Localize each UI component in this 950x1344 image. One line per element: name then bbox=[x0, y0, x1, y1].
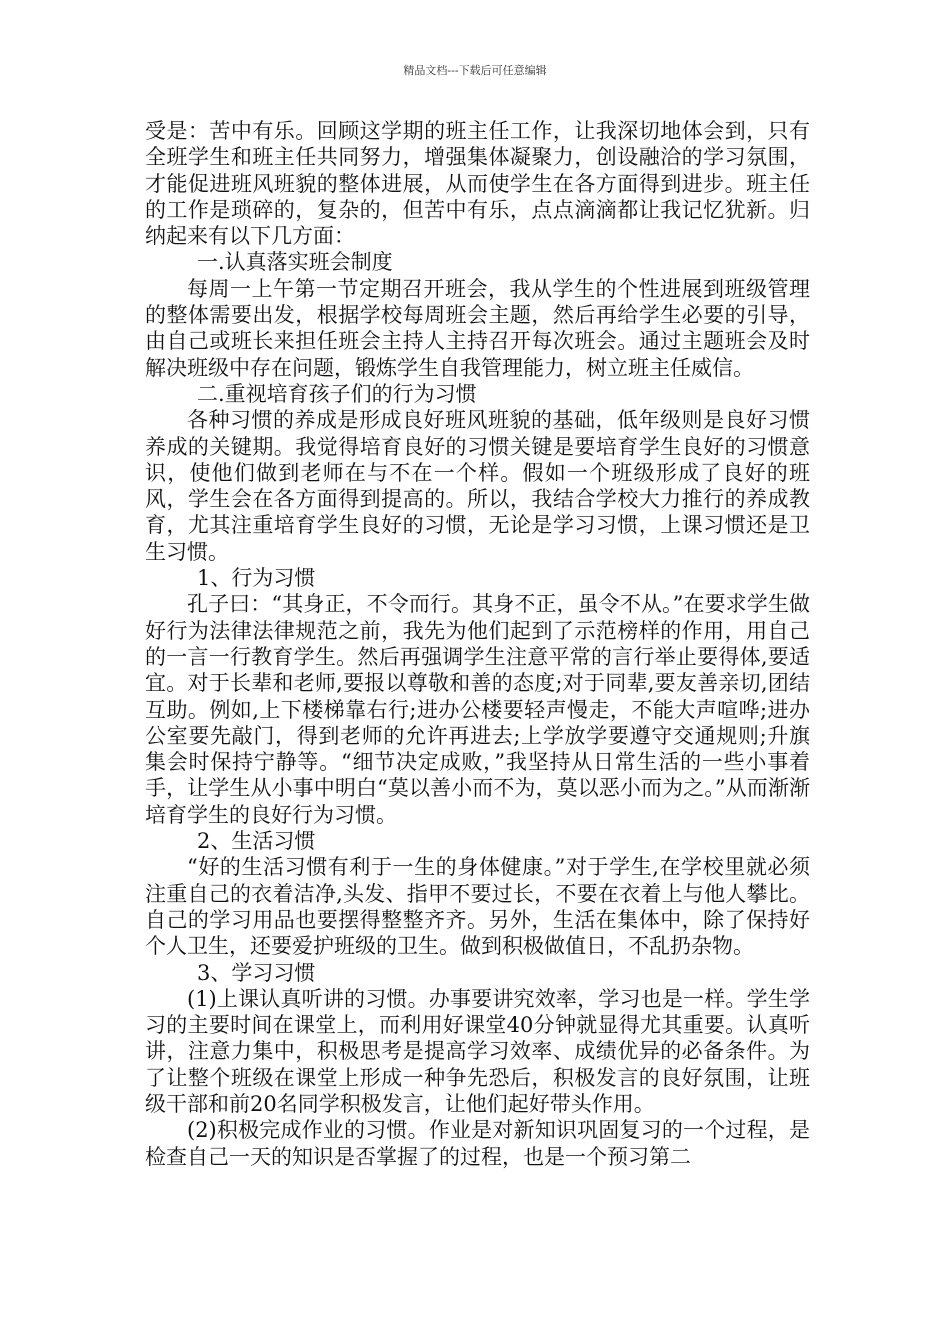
body-paragraph: 每周一上午第一节定期召开班会，我从学生的个性进展到班级管理的整体需要出发，根据学校每周班会主题，然后再给学生必要的引导，由自己或班长来担任班会主持人主持召开每次班会。通过主题班会及时解决班级中存在问题，锻炼学生自我管理能力，树立班主任威信。 bbox=[145, 276, 810, 380]
body-paragraph: (1)上课认真听讲的习惯。办事要讲究效率，学习也是一样。学生学习的主要时间在课堂上，而利用好课堂40分钟就显得尤其重要。认真听讲，注意力集中，积极思考是提高学习效率、成绩优异的必备条件。为了让整个班级在课堂上形成一种争先恐后，积极发言的良好氛围，让班级干部和前20名同学积极发言，让他们起好带头作用。 bbox=[145, 986, 810, 1116]
body-paragraph: 受是：苦中有乐。回顾这学期的班主任工作，让我深切地体会到，只有全班学生和班主任共同努力，增强集体凝聚力，创设融洽的学习氛围，才能促进班风班貌的整体进展，从而使学生在各方面得到进步。班主任的工作是琐碎的，复杂的，但苦中有乐，点点滴滴都让我记忆犹新。归纳起来有以下几方面： bbox=[145, 119, 810, 249]
body-paragraph: 孔子曰：“其身正，不令而行。其身不正，虽令不从。”在要求学生做好行为法律法律规范之前，我先为他们起到了示范榜样的作用，用自己的一言一行教育学生。然后再强调学生注意平常的言行举止要得体,要适宜。对于长辈和老师,要报以尊敬和善的态度;对于同辈,要友善亲切,团结互助。例如,上下楼梯靠右行;进办公楼要轻声慢走，不能大声喧哗;进办公室要先敲门，得到老师的允许再进去;上学放学要遵守交通规则;升旗集会时保持宁静等。“细节决定成败，”我坚持从日常生活的一些小事着手，让学生从小事中明白“莫以善小而不为，莫以恶小而为之。”从而渐渐培育学生的良好行为习惯。 bbox=[145, 592, 810, 827]
document-body bbox=[145, 118, 810, 1170]
subsection-heading: 2、生活习惯 bbox=[197, 829, 316, 854]
section-heading: 一.认真落实班会制度 bbox=[197, 250, 393, 275]
subsection-heading: 3、学习习惯 bbox=[197, 960, 316, 985]
body-paragraph: “好的生活习惯有利于一生的身体健康。”对于学生,在学校里就必须注重自己的衣着洁净,头发、指甲不要过长，不要在衣着上与他人攀比。自己的学习用品也要摆得整整齐齐。另外，生活在集体中，除了保持好个人卫生，还要爱护班级的卫生。做到积极做值日，不乱扔杂物。 bbox=[145, 855, 810, 959]
section-heading: 二.重视培育孩子们的行为习惯 bbox=[197, 381, 477, 406]
body-paragraph: 各种习惯的养成是形成良好班风班貌的基础，低年级则是良好习惯养成的关键期。我觉得培育良好的习惯关键是要培育学生良好的习惯意识，使他们做到老师在与不在一个样。假如一个班级形成了良好的班风，学生会在各方面得到提高的。所以，我结合学校大力推行的养成教育，尤其注重培育学生良好的习惯，无论是学习习惯，上课习惯还是卫生习惯。 bbox=[145, 408, 810, 564]
page-header: 精品文档---下载后可任意编辑 bbox=[403, 64, 547, 77]
subsection-heading: 1、行为习惯 bbox=[197, 566, 316, 591]
body-paragraph: (2)积极完成作业的习惯。作业是对新知识巩固复习的一个过程，是检查自己一天的知识是否掌握了的过程，也是一个预习第二 bbox=[145, 1118, 810, 1169]
